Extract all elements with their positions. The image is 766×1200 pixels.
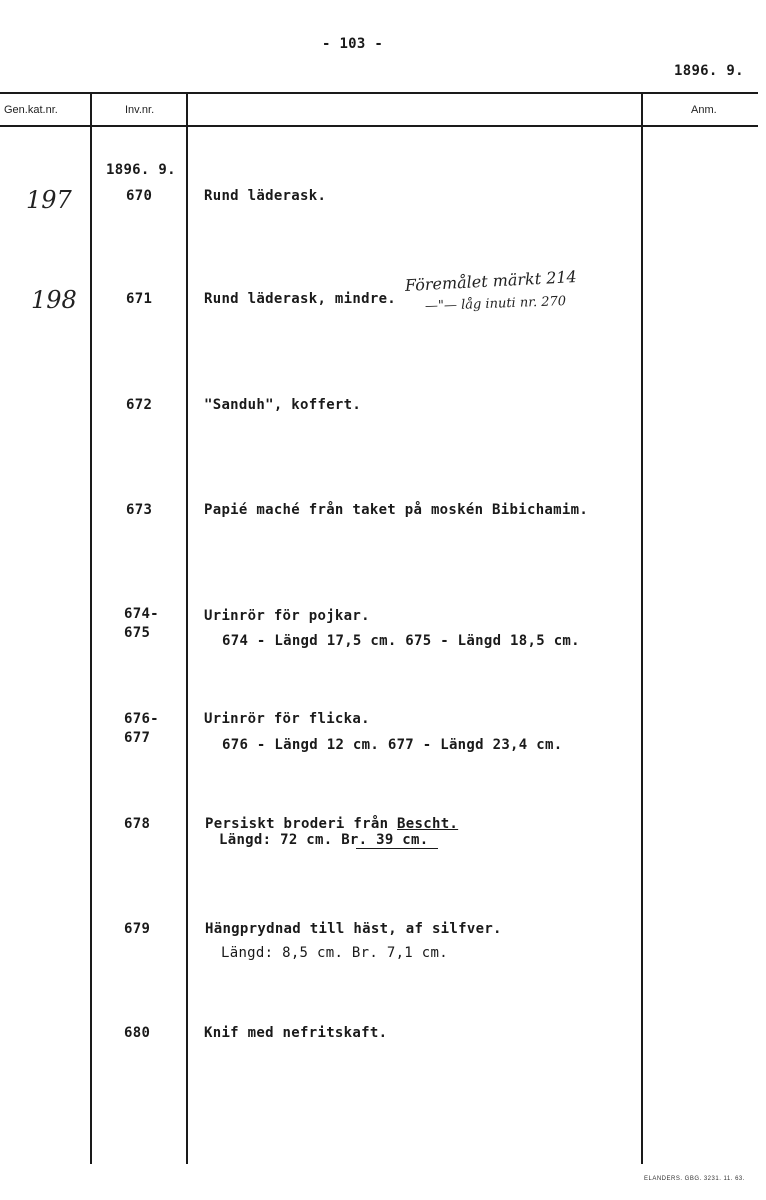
entry-measurements: 674 - Längd 17,5 cm. 675 - Längd 18,5 cm. [222, 633, 580, 649]
inv-number: 680 [124, 1025, 151, 1041]
entry-description [205, 816, 458, 832]
page-year: 1896. 9. [674, 63, 744, 79]
entry-description: Knif med nefritskaft. [204, 1025, 388, 1041]
entry-measurements: Längd: 72 cm. Br. 39 cm. [219, 832, 429, 848]
entry-description-text: Persiskt broderi från [205, 816, 398, 832]
entry-description: Hängprydnad till häst, af silfver. [205, 921, 502, 937]
entry-description: Rund läderask, mindre. [204, 291, 397, 307]
column-header-inv: Inv.nr. [125, 104, 155, 116]
inv-number: 670 [126, 188, 153, 204]
inv-number: 673 [126, 502, 153, 518]
column-rule-1 [90, 94, 92, 1164]
entry-description: "Sanduh", koffert. [204, 397, 362, 413]
column-rule-2 [186, 94, 188, 1164]
inv-number: 674- [124, 606, 159, 622]
entry-description: Urinrör för pojkar. [204, 608, 370, 624]
entry-measurements: 676 - Längd 12 cm. 677 - Längd 23,4 cm. [222, 737, 563, 753]
entry-measurements: Längd: 8,5 cm. Br. 7,1 cm. [221, 945, 448, 961]
gen-kat-number: 198 [31, 286, 77, 314]
column-header-anm: Anm. [691, 104, 717, 116]
inv-number-continued: 675 [124, 625, 151, 641]
page-number: - 103 - [322, 36, 384, 52]
inv-number: 672 [126, 397, 153, 413]
gen-kat-number: 197 [26, 186, 72, 214]
header-rule-top [0, 92, 758, 94]
inv-number: 678 [124, 816, 151, 832]
year-label: 1896. 9. [106, 162, 176, 178]
inv-number-continued: 677 [124, 730, 151, 746]
handwritten-note-line1: Föremålet märkt 214 [404, 267, 578, 295]
column-rule-3 [641, 94, 643, 1164]
printer-imprint: ELANDERS. GBG. 3231. 11. 63. [644, 1176, 745, 1182]
measurement-underline [356, 848, 438, 849]
entry-description: Rund läderask. [204, 188, 327, 204]
entry-description: Urinrör för flicka. [204, 711, 370, 727]
entry-description: Papié maché från taket på moskén Bibichamim. [204, 502, 589, 518]
handwritten-note-line2: —"— låg inuti nr. 270 [424, 294, 567, 314]
inv-number: 679 [124, 921, 151, 937]
column-header-gen-kat: Gen.kat.nr. [4, 104, 58, 116]
place-name: Bescht. [397, 816, 459, 832]
inv-number: 671 [126, 291, 153, 307]
inv-number: 676- [124, 711, 159, 727]
header-rule-bottom [0, 125, 758, 127]
